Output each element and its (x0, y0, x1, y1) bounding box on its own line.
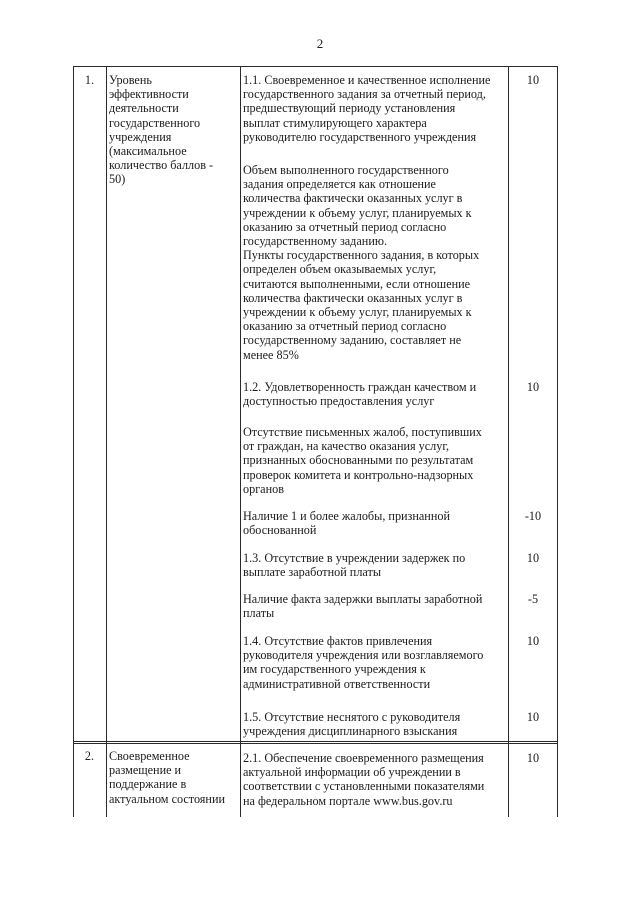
criterion-1-2-description: Отсутствие письменных жалоб, поступивших от граждан, на качество оказания услуг, признанных обоснованными по результатам проверок комитета и контрольно-надзорных органов (243, 425, 482, 496)
row-2-number: 2. (84, 749, 95, 763)
criteria-table (73, 66, 558, 817)
score-2-1: 10 (526, 751, 540, 765)
score-1-4: 10 (526, 634, 540, 648)
criterion-1-1: 1.1. Своевременное и качественное исполнение государственного задания за отчетный период, предшествующий периоду установления выплат стимулирующего характера руководителю государственного учреждения (243, 73, 491, 144)
table-border-left (73, 66, 74, 817)
criterion-1-5: 1.5. Отсутствие неснятого с руководителя учреждения дисциплинарного взыскания (243, 710, 461, 739)
criterion-1-3: 1.3. Отсутствие в учреждении задержек по выплате заработной платы (243, 551, 466, 580)
table-border-top (73, 66, 558, 67)
criterion-1-1-description: Объем выполненного государственного задания определяется как отношение количества фактически оказанных услуг в учреждении к объему услуг, планируемых к оказанию за отчетный период согласно государственному заданию. Пункты государственного задания, в которых определен объем оказываемых услуг, считаются выполненными, если отношение количества фактически оказанных услуг в учреждении к объему услуг, планируемых к оказанию за отчетный период согласно государственному заданию, составляет не менее 85% (243, 163, 480, 362)
row-1-indicator: Уровень эффективности деятельности государственного учреждения (максимальное количество баллов - 50) (109, 73, 214, 187)
row-1-number: 1. (84, 73, 95, 87)
score-1-2: 10 (526, 380, 540, 394)
table-border-right (557, 66, 558, 817)
score-1-5: 10 (526, 710, 540, 724)
criterion-1-2: 1.2. Удовлетворенность граждан качеством и доступностью предоставления услуг (243, 380, 477, 409)
row-2-indicator: Своевременное размещение и поддержание в актуальном состоянии (109, 749, 225, 806)
row-divider (73, 741, 558, 742)
row-divider-double (73, 743, 558, 744)
score-1-3: 10 (526, 551, 540, 565)
criterion-2-1: 2.1. Обеспечение своевременного размещения актуальной информации об учреждении в соответствии с установленными показателями на федеральном портале www.bus.gov.ru (243, 751, 485, 808)
criterion-1-2-penalty: Наличие 1 и более жалобы, признанной обоснованной (243, 509, 450, 538)
criterion-1-3-penalty: Наличие факта задержки выплаты заработной платы (243, 592, 483, 621)
score-1-3-penalty: -5 (527, 592, 539, 606)
score-1-2-penalty: -10 (524, 509, 542, 523)
column-divider-criteria (508, 66, 509, 817)
criterion-1-4: 1.4. Отсутствие фактов привлечения руководителя учреждения или возглавляемого им государственного учреждения к административной ответственности (243, 634, 484, 691)
column-divider-num (106, 66, 107, 817)
page-number: 2 (316, 36, 324, 51)
score-1-1: 10 (526, 73, 540, 87)
